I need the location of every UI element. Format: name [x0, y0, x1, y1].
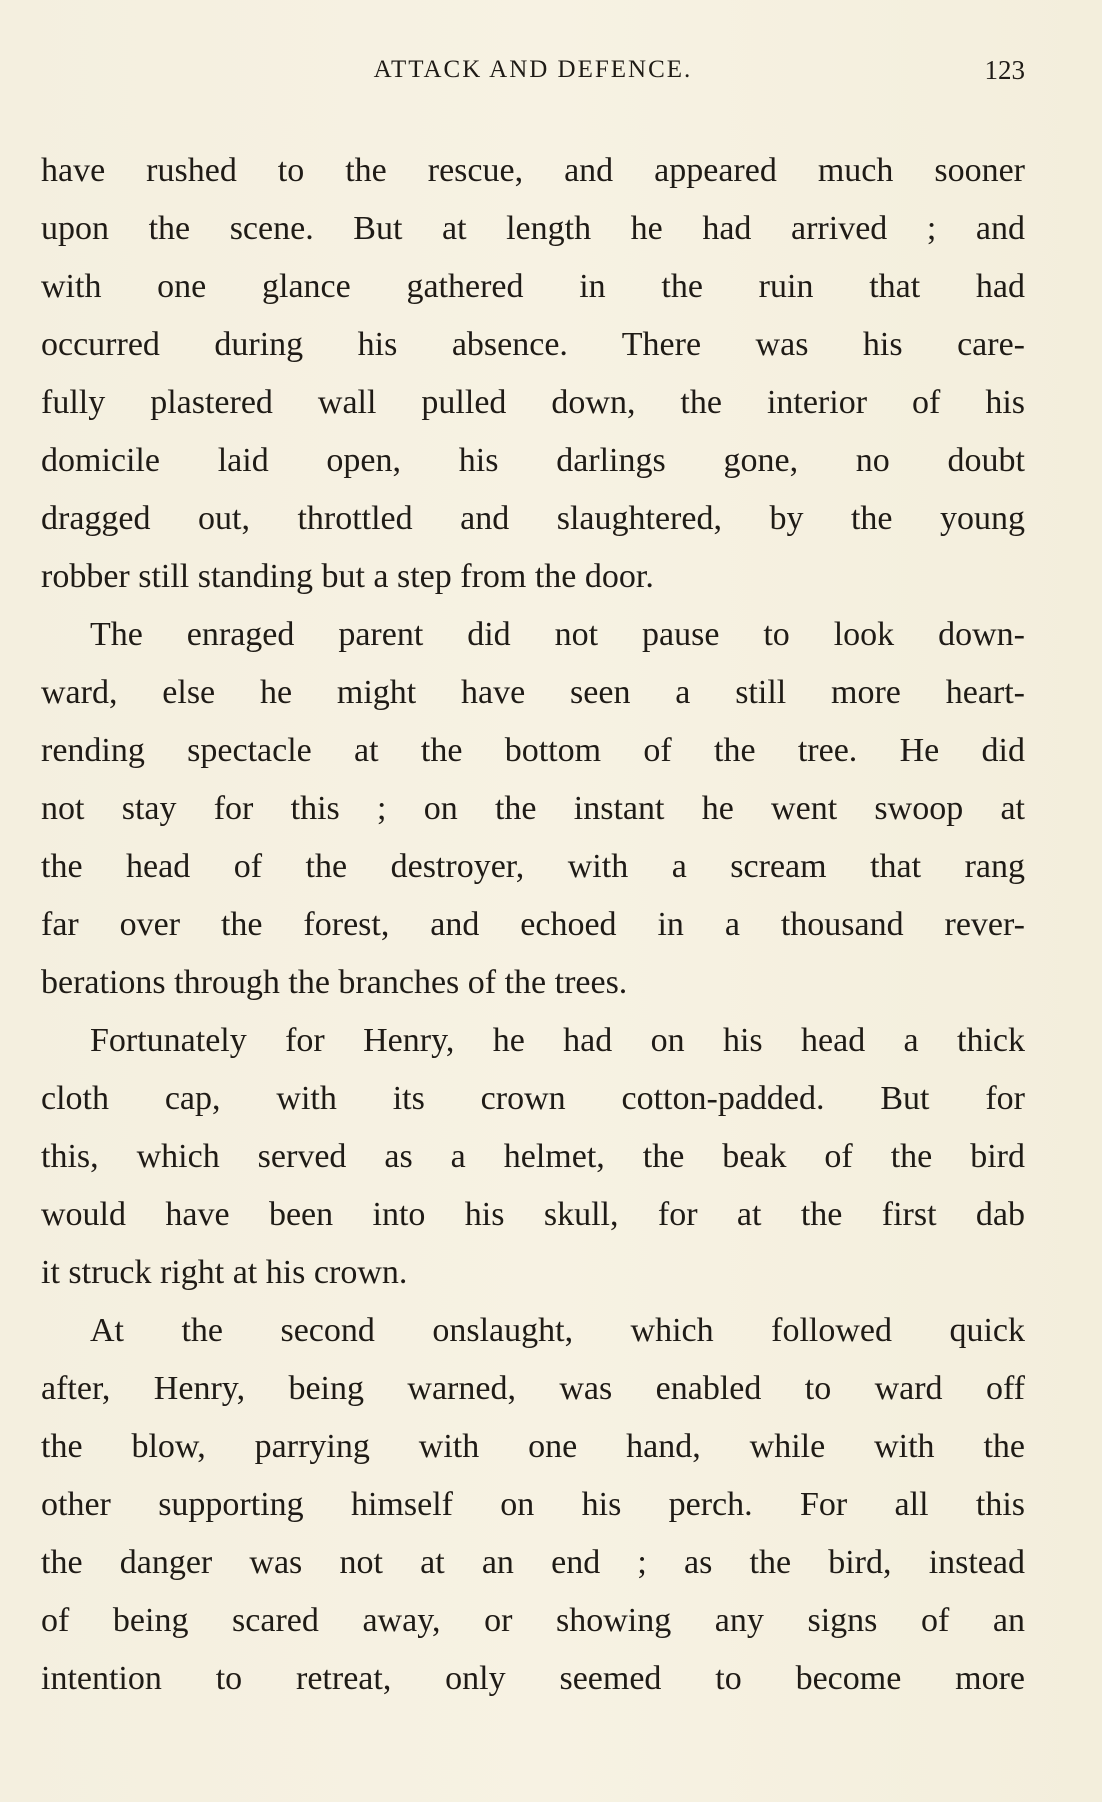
text-line: after, Henry, being warned, was enabled to ward off — [41, 1370, 1025, 1407]
text-line: would have been into his skull, for at the first dab — [41, 1196, 1025, 1233]
text-line: far over the forest, and echoed in a thousand rever- — [41, 906, 1025, 943]
text-line: of being scared away, or showing any signs of an — [41, 1602, 1025, 1639]
text-line: occurred during his absence. There was his care- — [41, 326, 1025, 363]
text-line: it struck right at his crown. — [41, 1254, 408, 1291]
text-line: have rushed to the rescue, and appeared much sooner — [41, 152, 1025, 189]
running-header — [41, 0, 1025, 142]
paragraph-4 — [41, 1302, 1025, 1708]
text-line: At the second onslaught, which followed quick — [90, 1312, 1025, 1349]
text-line: fully plastered wall pulled down, the interior of his — [41, 384, 1025, 421]
text-line: upon the scene. But at length he had arrived ; and — [41, 210, 1025, 247]
paragraph-3 — [41, 1012, 1025, 1302]
paragraph-1 — [41, 142, 1025, 606]
text-line: berations through the branches of the trees. — [41, 964, 628, 1001]
text-line: other supporting himself on his perch. For all this — [41, 1486, 1025, 1523]
text-line: domicile laid open, his darlings gone, no doubt — [41, 442, 1025, 479]
text-line: intention to retreat, only seemed to become more — [41, 1660, 1025, 1697]
text-line: not stay for this ; on the instant he went swoop at — [41, 790, 1025, 827]
text-line: The enraged parent did not pause to look down- — [90, 616, 1025, 653]
text-line: the blow, parrying with one hand, while with the — [41, 1428, 1025, 1465]
running-title: ATTACK AND DEFENCE. — [373, 56, 693, 83]
text-line: ward, else he might have seen a still more heart- — [41, 674, 1025, 711]
text-line: with one glance gathered in the ruin that had — [41, 268, 1025, 305]
text-line: dragged out, throttled and slaughtered, by the young — [41, 500, 1025, 537]
text-line: the danger was not at an end ; as the bird, instead — [41, 1544, 1025, 1581]
text-line: cloth cap, with its crown cotton-padded. But for — [41, 1080, 1025, 1117]
paragraph-2 — [41, 606, 1025, 1012]
text-line: the head of the destroyer, with a scream that rang — [41, 848, 1025, 885]
page-number: 123 — [984, 55, 1025, 85]
text-line: this, which served as a helmet, the beak of the bird — [41, 1138, 1025, 1175]
text-line: Fortunately for Henry, he had on his head a thick — [90, 1022, 1025, 1059]
text-line: robber still standing but a step from the door. — [41, 558, 654, 595]
body-text — [41, 142, 1025, 1708]
text-line: rending spectacle at the bottom of the tree. He did — [41, 732, 1025, 769]
